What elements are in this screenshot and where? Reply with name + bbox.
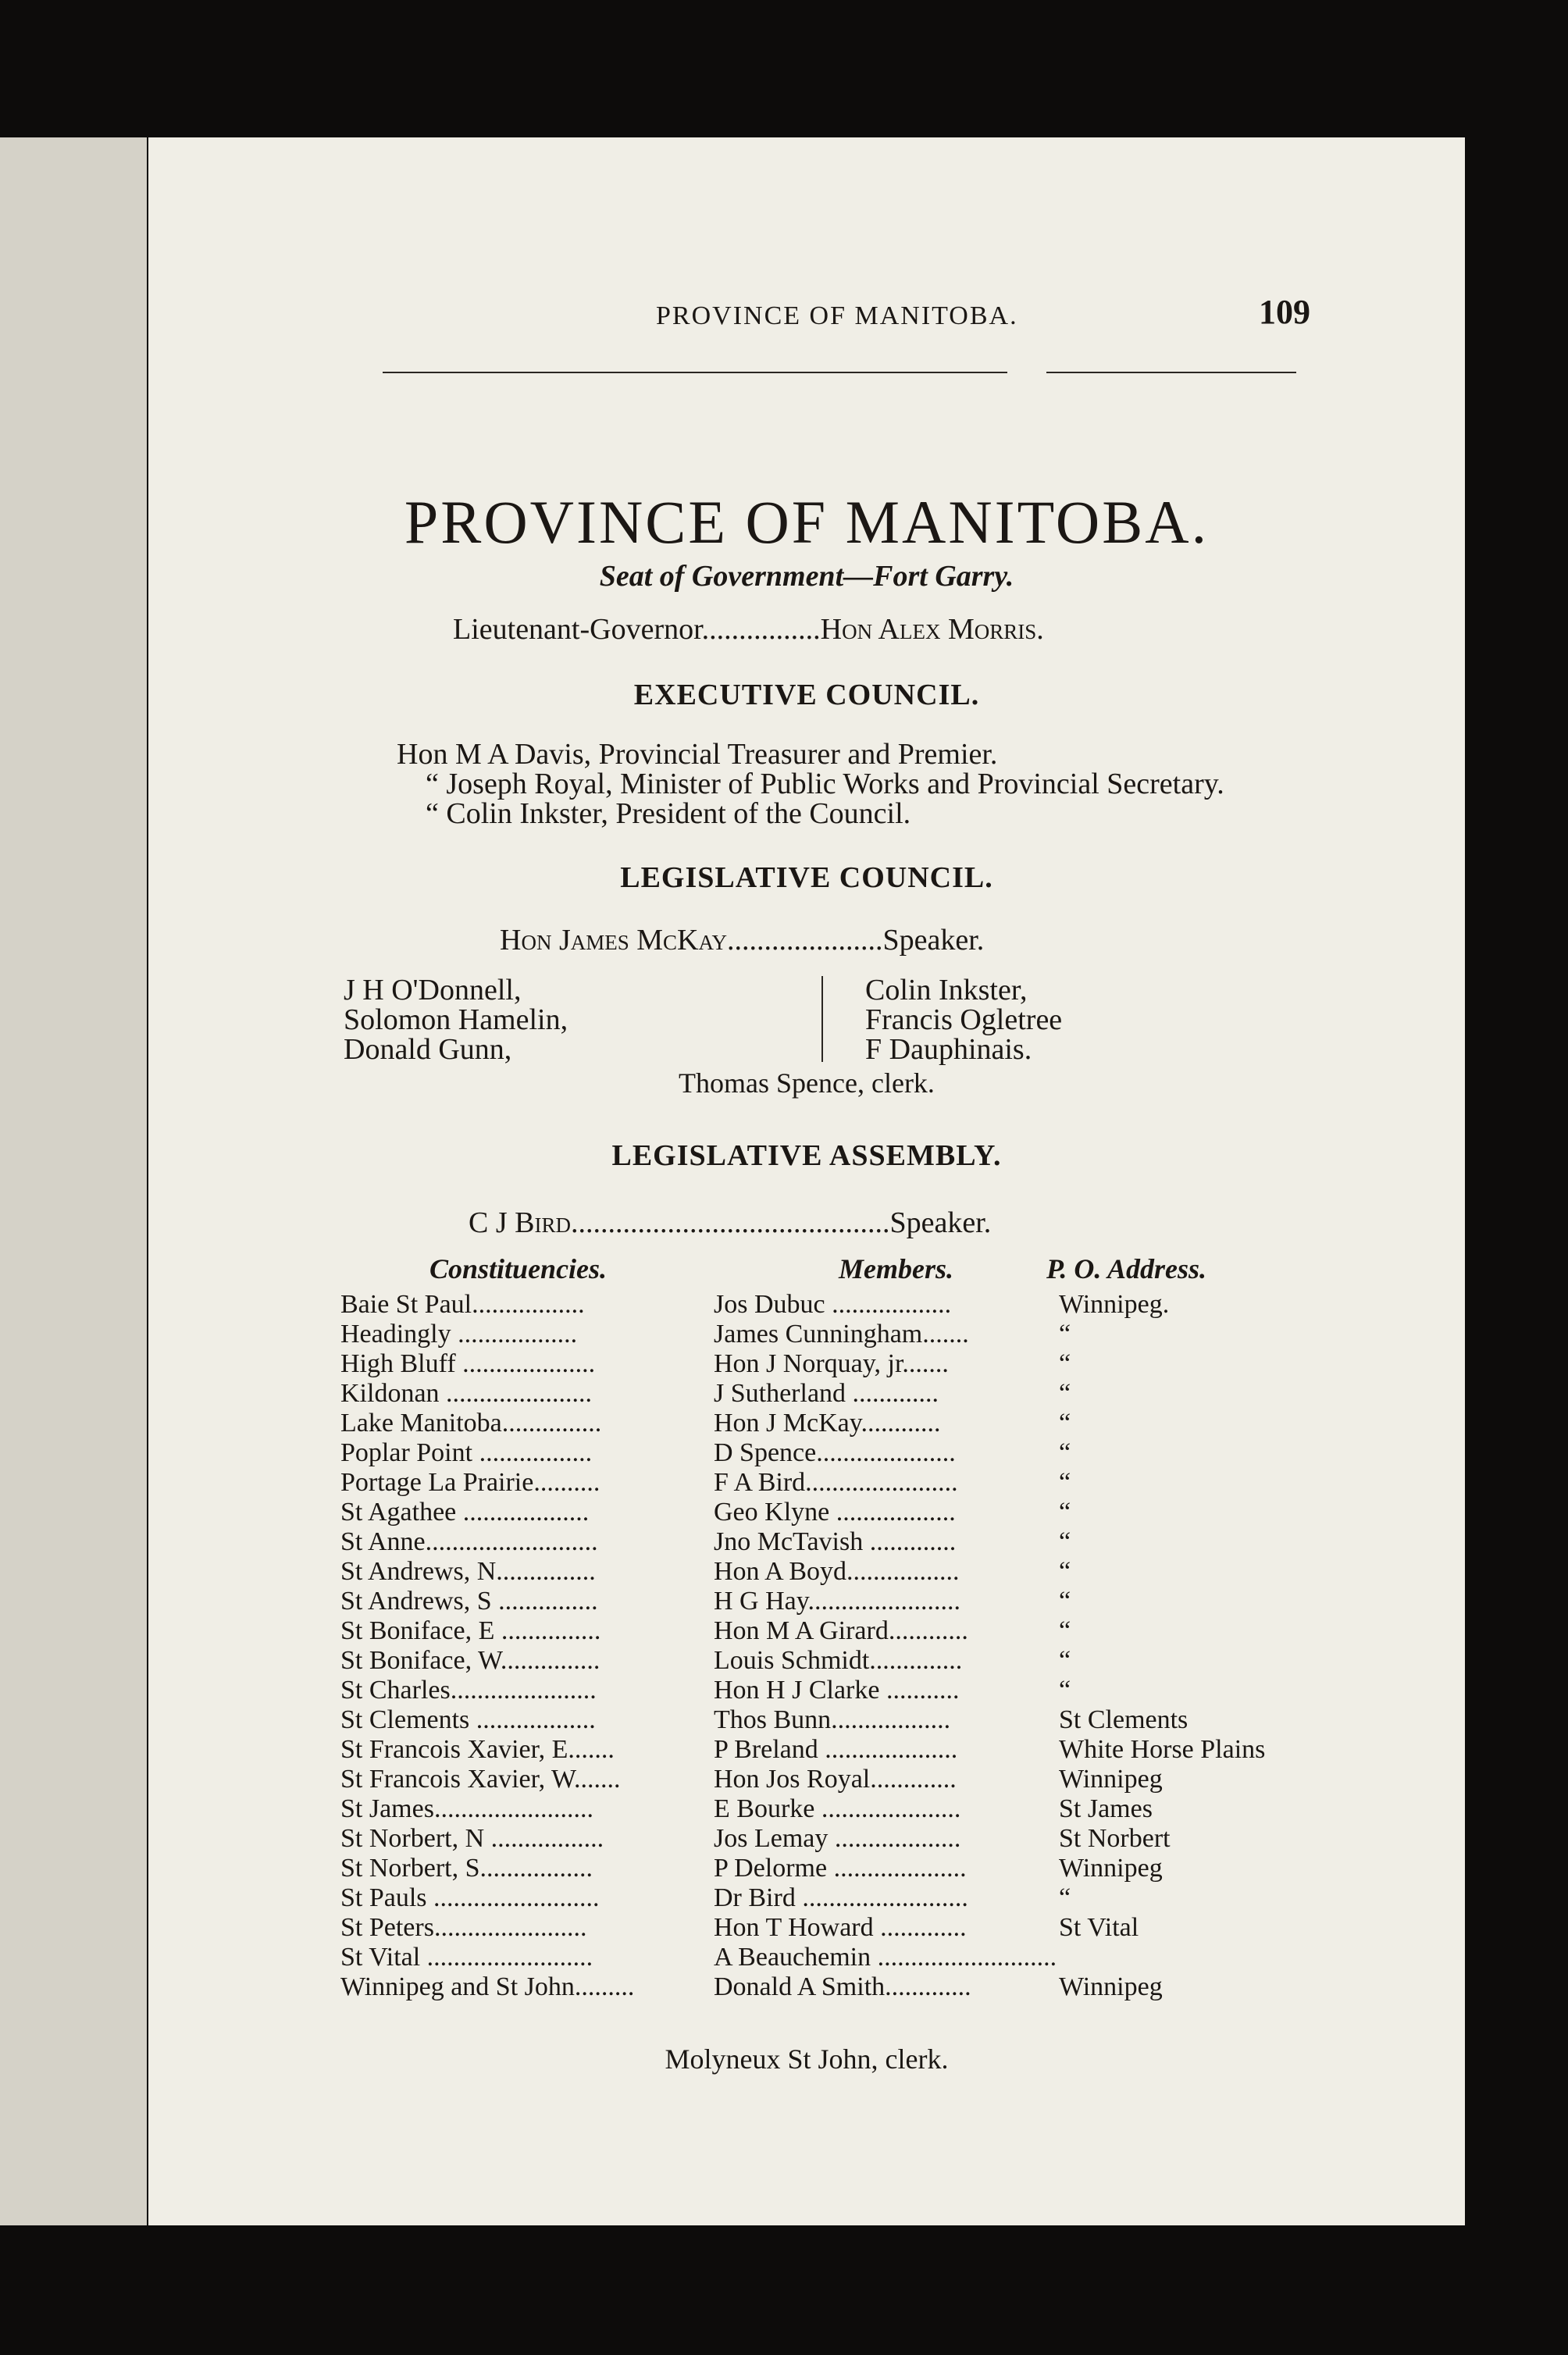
- constituency-cell: Poplar Point .................: [340, 1438, 593, 1467]
- executive-council-heading: EXECUTIVE COUNCIL.: [633, 679, 980, 711]
- column-header-constituencies: Constituencies.: [429, 1253, 608, 1284]
- member-cell: Donald A Smith.............: [714, 1972, 971, 2001]
- constituency-cell: St Vital .........................: [340, 1943, 593, 1972]
- address-cell: St James: [1059, 1794, 1153, 1823]
- table-row: [340, 1527, 1465, 1557]
- table-row: [340, 1735, 1465, 1765]
- assembly-speaker-role: Speaker.: [889, 1206, 992, 1239]
- constituency-cell: Winnipeg and St John.........: [340, 1972, 635, 2001]
- address-cell: “: [1059, 1438, 1071, 1467]
- member-cell: Thos Bunn..................: [714, 1705, 951, 1734]
- header-rule-left: [383, 372, 1007, 373]
- address-cell: “: [1059, 1616, 1071, 1645]
- council-column-divider: [821, 976, 823, 1062]
- member-cell: J Sutherland .............: [714, 1379, 939, 1408]
- constituency-cell: St Boniface, W...............: [340, 1646, 600, 1675]
- council-speaker-dots: .....................: [727, 924, 883, 957]
- table-row: [340, 1765, 1465, 1794]
- table-row: [340, 1349, 1465, 1379]
- address-cell: “: [1059, 1557, 1071, 1586]
- table-row: [340, 1379, 1465, 1409]
- address-cell: “: [1059, 1409, 1071, 1438]
- member-cell: Jno McTavish .............: [714, 1527, 957, 1556]
- council-speaker-name: Hon James McKay: [500, 924, 727, 957]
- member-cell: Louis Schmidt..............: [714, 1646, 963, 1675]
- council-speaker-role: Speaker.: [882, 924, 985, 957]
- member-cell: E Bourke .....................: [714, 1794, 961, 1823]
- constituency-cell: Portage La Prairie..........: [340, 1468, 600, 1497]
- facing-page-edge: [0, 137, 147, 2225]
- address-cell: “: [1059, 1320, 1071, 1349]
- member-cell: Hon M A Girard............: [714, 1616, 968, 1645]
- member-cell: Hon J Norquay, jr.......: [714, 1349, 949, 1378]
- table-row: [340, 1824, 1465, 1854]
- assembly-speaker-dots: ...........................................: [570, 1206, 890, 1239]
- table-row: [340, 1468, 1465, 1498]
- address-cell: “: [1059, 1646, 1071, 1675]
- council-speaker-line: [500, 923, 984, 957]
- constituency-cell: Headingly ..................: [340, 1320, 578, 1349]
- address-cell: Winnipeg.: [1059, 1290, 1170, 1319]
- executive-line-1: Hon M A Davis, Provincial Treasurer and Premier.: [397, 738, 998, 771]
- member-cell: A Beauchemin ...........................: [714, 1943, 1057, 1972]
- constituency-cell: Lake Manitoba...............: [340, 1409, 602, 1438]
- table-row: [340, 1794, 1465, 1824]
- address-cell: “: [1059, 1468, 1071, 1497]
- table-row: [340, 1883, 1465, 1913]
- constituency-cell: St Francois Xavier, W.......: [340, 1765, 621, 1794]
- council-member: Solomon Hamelin,: [344, 1003, 568, 1036]
- address-cell: White Horse Plains: [1059, 1735, 1266, 1764]
- constituency-cell: St Norbert, S.................: [340, 1854, 593, 1883]
- table-row: [340, 1616, 1465, 1646]
- table-row: [340, 1587, 1465, 1616]
- constituency-cell: St James........................: [340, 1794, 593, 1823]
- constituency-cell: High Bluff ....................: [340, 1349, 596, 1378]
- address-cell: Winnipeg: [1059, 1972, 1163, 2001]
- address-cell: Winnipeg: [1059, 1765, 1163, 1794]
- member-cell: Dr Bird .........................: [714, 1883, 968, 1912]
- table-row: [340, 1943, 1465, 1972]
- assembly-speaker-name: C J Bird: [469, 1206, 571, 1239]
- constituency-cell: Baie St Paul.................: [340, 1290, 585, 1319]
- constituency-cell: St Charles......................: [340, 1676, 597, 1705]
- constituency-cell: St Andrews, S ...............: [340, 1587, 598, 1616]
- table-row: [340, 1646, 1465, 1676]
- table-row: [340, 1438, 1465, 1468]
- page-number: 109: [1259, 293, 1310, 331]
- member-cell: Jos Dubuc ..................: [714, 1290, 952, 1319]
- address-cell: St Vital: [1059, 1913, 1139, 1942]
- constituency-cell: St Peters.......................: [340, 1913, 587, 1942]
- lieutenant-governor-label: Lieutenant-Governor: [453, 613, 702, 646]
- member-cell: D Spence.....................: [714, 1438, 956, 1467]
- table-row: [340, 1705, 1465, 1735]
- header-rule-right: [1046, 372, 1296, 373]
- member-cell: Geo Klyne ..................: [714, 1498, 956, 1527]
- assembly-clerk: Molyneux St John, clerk.: [665, 2043, 949, 2075]
- assembly-table: [340, 1290, 1465, 2002]
- lieutenant-governor-line: [453, 612, 1044, 647]
- column-header-address: P. O. Address.: [1046, 1253, 1207, 1284]
- legislative-council-heading: LEGISLATIVE COUNCIL.: [620, 861, 993, 894]
- constituency-cell: St Anne..........................: [340, 1527, 598, 1556]
- constituency-cell: St Francois Xavier, E.......: [340, 1735, 615, 1764]
- table-row: [340, 1409, 1465, 1438]
- member-cell: Hon A Boyd.................: [714, 1557, 960, 1586]
- executive-line-2: “ Joseph Royal, Minister of Public Works and Provincial Secretary.: [426, 768, 1224, 800]
- constituency-cell: Kildonan ......................: [340, 1379, 593, 1408]
- table-row: [340, 1498, 1465, 1527]
- address-cell: “: [1059, 1587, 1071, 1616]
- table-row: [340, 1557, 1465, 1587]
- council-member: J H O'Donnell,: [344, 974, 522, 1006]
- table-row: [340, 1913, 1465, 1943]
- address-cell: St Norbert: [1059, 1824, 1171, 1853]
- assembly-speaker-line: [469, 1206, 991, 1240]
- table-row: [340, 1290, 1465, 1320]
- member-cell: P Breland ....................: [714, 1735, 958, 1764]
- address-cell: “: [1059, 1498, 1071, 1527]
- legislative-assembly-heading: LEGISLATIVE ASSEMBLY.: [611, 1139, 1002, 1172]
- address-cell: “: [1059, 1883, 1071, 1912]
- member-cell: F A Bird.......................: [714, 1468, 958, 1497]
- constituency-cell: St Clements ..................: [340, 1705, 596, 1734]
- address-cell: Winnipeg: [1059, 1854, 1163, 1883]
- executive-line-3: “ Colin Inkster, President of the Council.: [426, 797, 911, 830]
- lieutenant-governor-dots: ................: [701, 613, 821, 646]
- constituency-cell: St Norbert, N .................: [340, 1824, 604, 1853]
- page-title: PROVINCE OF MANITOBA.: [404, 488, 1210, 556]
- table-row: [340, 1320, 1465, 1349]
- member-cell: Hon J McKay............: [714, 1409, 941, 1438]
- running-head-title: PROVINCE OF MANITOBA.: [656, 301, 1018, 330]
- member-cell: Hon H J Clarke ...........: [714, 1676, 960, 1705]
- council-clerk: Thomas Spence, clerk.: [679, 1067, 935, 1099]
- constituency-cell: St Agathee ...................: [340, 1498, 590, 1527]
- seat-of-government: Seat of Government—Fort Garry.: [599, 560, 1014, 593]
- council-member: Donald Gunn,: [344, 1033, 512, 1066]
- member-cell: Hon T Howard .............: [714, 1913, 967, 1942]
- table-row: [340, 1972, 1465, 2002]
- council-member: F Dauphinais.: [865, 1033, 1032, 1066]
- address-cell: St Clements: [1059, 1705, 1188, 1734]
- member-cell: P Delorme ....................: [714, 1854, 967, 1883]
- constituency-cell: St Andrews, N...............: [340, 1557, 596, 1586]
- constituency-cell: St Boniface, E ...............: [340, 1616, 601, 1645]
- member-cell: Jos Lemay ...................: [714, 1824, 961, 1853]
- lieutenant-governor-name: Hon Alex Morris.: [820, 613, 1044, 646]
- constituency-cell: St Pauls .........................: [340, 1883, 600, 1912]
- table-row: [340, 1854, 1465, 1883]
- council-member: Francis Ogletree: [865, 1003, 1063, 1036]
- member-cell: Hon Jos Royal.............: [714, 1765, 957, 1794]
- member-cell: H G Hay.......................: [714, 1587, 961, 1616]
- member-cell: James Cunningham.......: [714, 1320, 969, 1349]
- column-header-members: Members.: [839, 1253, 953, 1284]
- table-row: [340, 1676, 1465, 1705]
- address-cell: “: [1059, 1349, 1071, 1378]
- address-cell: “: [1059, 1379, 1071, 1408]
- address-cell: “: [1059, 1676, 1071, 1705]
- book-page: [148, 137, 1465, 2225]
- council-member: Colin Inkster,: [865, 974, 1028, 1006]
- address-cell: “: [1059, 1527, 1071, 1556]
